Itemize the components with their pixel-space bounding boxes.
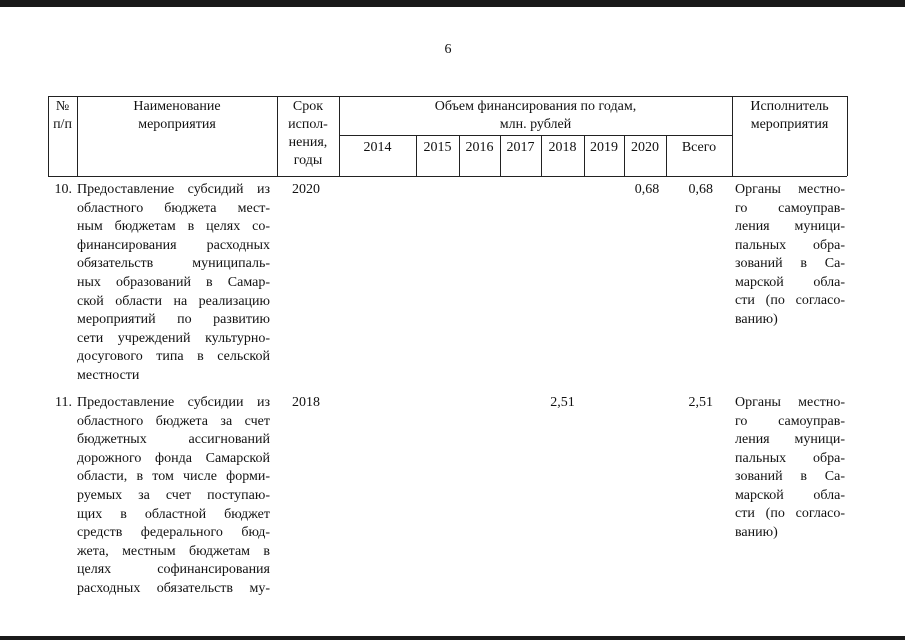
header-total: Всего xyxy=(681,140,717,155)
page-number: 6 xyxy=(444,42,452,57)
row-number: 11. xyxy=(55,395,72,410)
header-year-2016: 2016 xyxy=(465,140,494,155)
header-year-2014: 2014 xyxy=(363,140,392,155)
header-number: № п/п xyxy=(53,99,72,132)
bottom-border xyxy=(0,636,905,640)
row-number: 10. xyxy=(54,182,72,197)
row-value-2018: 2,51 xyxy=(550,395,575,410)
row-term: 2020 xyxy=(292,182,320,197)
header-name: Наименование мероприятия xyxy=(133,99,221,132)
row-executor: Органы местно- го самоуправ- ления муници- пальных обра- зований в Са- марской обла- сти (по согласо- ванию) xyxy=(735,182,845,327)
header-funding: Объем финансирования по годам, млн. рублей xyxy=(434,99,637,132)
row-value-2020: 0,68 xyxy=(634,182,660,197)
header-year-2015: 2015 xyxy=(423,140,452,155)
top-border xyxy=(0,0,905,7)
header-executor: Исполнитель мероприятия xyxy=(750,99,829,132)
row-total: 2,51 xyxy=(688,395,713,410)
header-year-2017: 2017 xyxy=(506,140,535,155)
row-term: 2018 xyxy=(292,395,320,410)
row-description: Предоставление субсидий из областного бюджета мест- ным бюджетам в целях со- финансирования расходных обязательств муниципаль- ных образований в Самар- ской области на реализацию мероприятий по развитию сети учреждений культурно- досугового типа в сельской местности xyxy=(77,182,270,383)
header-year-2019: 2019 xyxy=(590,140,618,155)
header-year-2020: 2020 xyxy=(631,140,659,155)
header-term: Срок испол- нения, годы xyxy=(288,99,328,168)
row-executor: Органы местно- го самоуправ- ления муници- пальных обра- зований в Са- марской обла- сти (по согласо- ванию) xyxy=(735,395,845,540)
header-year-2018: 2018 xyxy=(548,140,577,155)
row-description: Предоставление субсидии из областного бюджета за счет бюджетных ассигнований дорожного фонда Самарской области, в том числе форми- руемых за счет поступаю- щих в областной бюджет средств федерального бюд- жета, местным бюджетам в целях софинансирования расходных обязательств му- xyxy=(77,395,270,596)
row-total: 0,68 xyxy=(688,182,713,197)
